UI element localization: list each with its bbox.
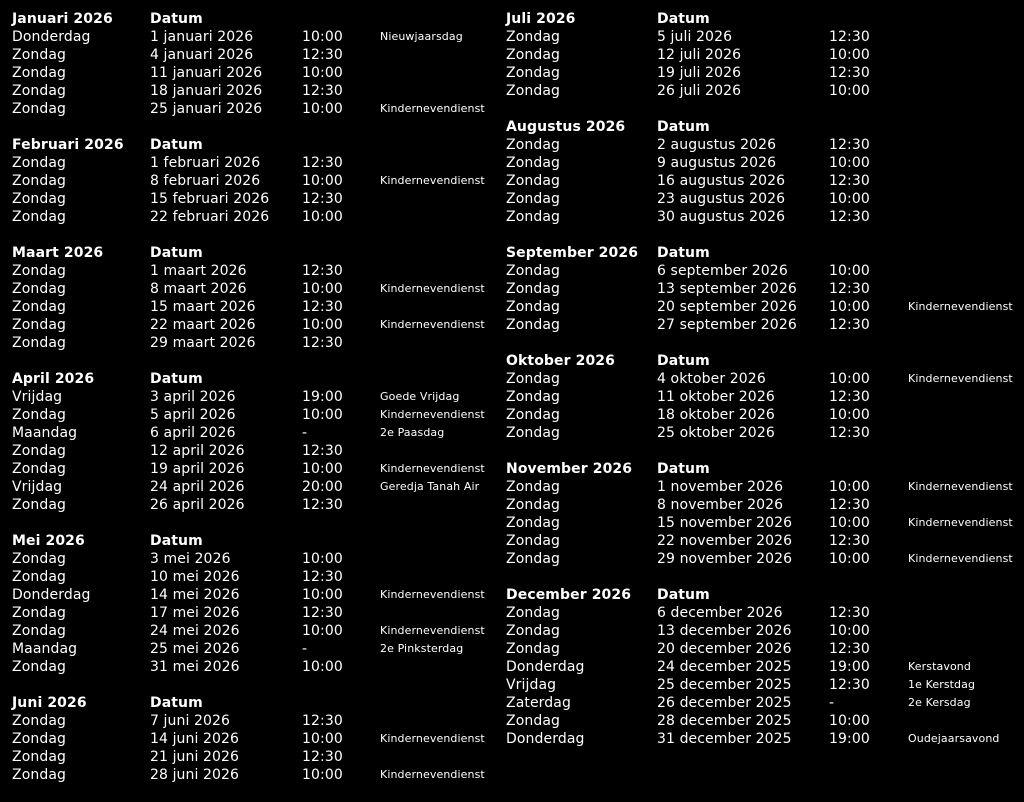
time-cell: 10:00 xyxy=(302,29,343,45)
time-cell: 12:30 xyxy=(829,29,870,45)
weekday-cell: Zondag xyxy=(12,731,66,747)
date-cell: 22 maart 2026 xyxy=(150,317,256,333)
date-cell: 27 september 2026 xyxy=(657,317,797,333)
date-cell: 28 juni 2026 xyxy=(150,767,240,783)
time-cell: 12:30 xyxy=(302,569,343,585)
weekday-cell: Zondag xyxy=(12,263,66,279)
date-cell: 19 april 2026 xyxy=(150,461,245,477)
time-cell: 12:30 xyxy=(829,497,870,513)
date-cell: 22 februari 2026 xyxy=(150,209,270,225)
note-cell: Kindernevendienst xyxy=(908,480,1013,493)
note-cell: Kindernevendienst xyxy=(380,624,485,637)
weekday-cell: Zondag xyxy=(12,83,66,99)
date-cell: 31 december 2025 xyxy=(657,731,792,747)
weekday-cell: Zondag xyxy=(506,173,560,189)
time-cell: 19:00 xyxy=(829,731,870,747)
time-cell: 10:00 xyxy=(829,407,870,423)
month-title: Januari 2026 xyxy=(12,11,113,27)
time-cell: 19:00 xyxy=(829,659,870,675)
note-cell: Kindernevendienst xyxy=(908,372,1013,385)
time-cell: 12:30 xyxy=(829,209,870,225)
time-cell: 12:30 xyxy=(302,263,343,279)
weekday-cell: Zondag xyxy=(12,173,66,189)
time-cell: 10:00 xyxy=(302,731,343,747)
weekday-cell: Zondag xyxy=(506,263,560,279)
date-column-header: Datum xyxy=(657,11,710,27)
weekday-cell: Zondag xyxy=(506,47,560,63)
time-cell: 12:30 xyxy=(829,677,870,693)
date-cell: 15 november 2026 xyxy=(657,515,793,531)
weekday-cell: Zondag xyxy=(506,425,560,441)
weekday-cell: Zondag xyxy=(506,299,560,315)
date-cell: 8 maart 2026 xyxy=(150,281,247,297)
date-cell: 4 januari 2026 xyxy=(150,47,254,63)
time-cell: 10:00 xyxy=(302,65,343,81)
date-cell: 25 december 2025 xyxy=(657,677,792,693)
weekday-cell: Vrijdag xyxy=(12,389,63,405)
note-cell: Kindernevendienst xyxy=(908,516,1013,529)
weekday-cell: Zondag xyxy=(12,281,66,297)
weekday-cell: Zondag xyxy=(12,155,66,171)
time-cell: 12:30 xyxy=(302,335,343,351)
weekday-cell: Zondag xyxy=(12,443,66,459)
note-cell: Geredja Tanah Air xyxy=(380,480,480,493)
weekday-cell: Zondag xyxy=(506,641,560,657)
time-cell: 12:30 xyxy=(302,155,343,171)
date-cell: 25 oktober 2026 xyxy=(657,425,775,441)
date-cell: 6 december 2026 xyxy=(657,605,783,621)
note-cell: Oudejaarsavond xyxy=(908,732,1000,745)
weekday-cell: Zondag xyxy=(12,659,66,675)
time-cell: 10:00 xyxy=(302,173,343,189)
date-cell: 24 april 2026 xyxy=(150,479,245,495)
date-cell: 5 april 2026 xyxy=(150,407,236,423)
date-cell: 13 september 2026 xyxy=(657,281,797,297)
month-title: April 2026 xyxy=(12,371,95,387)
time-cell: 10:00 xyxy=(829,155,870,171)
weekday-cell: Zondag xyxy=(506,605,560,621)
time-cell: 12:30 xyxy=(829,317,870,333)
weekday-cell: Zondag xyxy=(506,551,560,567)
date-cell: 31 mei 2026 xyxy=(150,659,240,675)
date-cell: 26 juli 2026 xyxy=(657,83,742,99)
date-cell: 9 augustus 2026 xyxy=(657,155,777,171)
time-cell: 10:00 xyxy=(302,623,343,639)
date-cell: 7 juni 2026 xyxy=(150,713,231,729)
date-column-header: Datum xyxy=(657,119,710,135)
time-cell: 12:30 xyxy=(829,425,870,441)
note-cell: Goede Vrijdag xyxy=(380,390,460,403)
time-cell: 12:30 xyxy=(302,749,343,765)
weekday-cell: Zondag xyxy=(506,65,560,81)
date-column-header: Datum xyxy=(657,353,710,369)
weekday-cell: Donderdag xyxy=(506,731,585,747)
date-cell: 24 mei 2026 xyxy=(150,623,240,639)
time-cell: 10:00 xyxy=(302,317,343,333)
time-cell: 10:00 xyxy=(302,281,343,297)
date-cell: 4 oktober 2026 xyxy=(657,371,766,387)
note-cell: Kindernevendienst xyxy=(380,282,485,295)
date-cell: 3 april 2026 xyxy=(150,389,236,405)
weekday-cell: Zondag xyxy=(506,317,560,333)
date-cell: 21 juni 2026 xyxy=(150,749,240,765)
time-cell: 10:00 xyxy=(829,263,870,279)
time-cell: 10:00 xyxy=(829,83,870,99)
date-cell: 25 mei 2026 xyxy=(150,641,240,657)
date-cell: 15 maart 2026 xyxy=(150,299,256,315)
month-title: December 2026 xyxy=(506,587,632,603)
weekday-cell: Zondag xyxy=(12,47,66,63)
note-cell: Kindernevendienst xyxy=(908,300,1013,313)
date-cell: 16 augustus 2026 xyxy=(657,173,786,189)
date-cell: 30 augustus 2026 xyxy=(657,209,786,225)
weekday-cell: Zondag xyxy=(12,551,66,567)
time-cell: 10:00 xyxy=(829,371,870,387)
weekday-cell: Zondag xyxy=(506,137,560,153)
date-cell: 12 april 2026 xyxy=(150,443,245,459)
weekday-cell: Zondag xyxy=(12,569,66,585)
date-cell: 29 maart 2026 xyxy=(150,335,256,351)
weekday-cell: Zondag xyxy=(12,713,66,729)
note-cell: Kindernevendienst xyxy=(908,552,1013,565)
date-cell: 12 juli 2026 xyxy=(657,47,742,63)
date-cell: 18 januari 2026 xyxy=(150,83,263,99)
time-cell: 10:00 xyxy=(302,407,343,423)
date-cell: 1 november 2026 xyxy=(657,479,784,495)
note-cell: 2e Pinksterdag xyxy=(380,642,464,655)
month-title: Augustus 2026 xyxy=(506,119,626,135)
note-cell: Kindernevendienst xyxy=(380,174,485,187)
time-cell: 12:30 xyxy=(302,299,343,315)
date-cell: 11 januari 2026 xyxy=(150,65,263,81)
month-title: Oktober 2026 xyxy=(506,353,615,369)
weekday-cell: Zondag xyxy=(506,515,560,531)
time-cell: 12:30 xyxy=(302,191,343,207)
time-cell: 12:30 xyxy=(302,83,343,99)
weekday-cell: Zondag xyxy=(12,461,66,477)
date-column-header: Datum xyxy=(150,371,203,387)
note-cell: Kindernevendienst xyxy=(380,408,485,421)
time-cell: 12:30 xyxy=(302,497,343,513)
time-cell: 10:00 xyxy=(829,713,870,729)
date-cell: 5 juli 2026 xyxy=(657,29,733,45)
date-cell: 19 juli 2026 xyxy=(657,65,742,81)
date-cell: 11 oktober 2026 xyxy=(657,389,775,405)
month-title: Maart 2026 xyxy=(12,245,104,261)
time-cell: 10:00 xyxy=(302,587,343,603)
month-title: Februari 2026 xyxy=(12,137,124,153)
time-cell: 10:00 xyxy=(829,479,870,495)
date-cell: 1 februari 2026 xyxy=(150,155,261,171)
weekday-cell: Zondag xyxy=(506,281,560,297)
month-title: Juli 2026 xyxy=(506,11,576,27)
month-title: Juni 2026 xyxy=(12,695,87,711)
weekday-cell: Zondag xyxy=(12,407,66,423)
weekday-cell: Donderdag xyxy=(12,29,91,45)
note-cell: Kindernevendienst xyxy=(380,462,485,475)
date-column-header: Datum xyxy=(657,587,710,603)
time-cell: - xyxy=(829,695,835,711)
time-cell: 12:30 xyxy=(829,533,870,549)
time-cell: 10:00 xyxy=(302,209,343,225)
weekday-cell: Zondag xyxy=(506,533,560,549)
time-cell: 10:00 xyxy=(302,461,343,477)
time-cell: 10:00 xyxy=(302,551,343,567)
time-cell: 12:30 xyxy=(302,605,343,621)
weekday-cell: Zondag xyxy=(506,623,560,639)
date-cell: 20 december 2026 xyxy=(657,641,792,657)
time-cell: 12:30 xyxy=(302,47,343,63)
date-cell: 26 december 2025 xyxy=(657,695,792,711)
time-cell: 10:00 xyxy=(302,767,343,783)
time-cell: 12:30 xyxy=(302,713,343,729)
weekday-cell: Zondag xyxy=(12,623,66,639)
weekday-cell: Donderdag xyxy=(506,659,585,675)
weekday-cell: Zondag xyxy=(506,407,560,423)
weekday-cell: Vrijdag xyxy=(12,479,63,495)
weekday-cell: Zondag xyxy=(506,713,560,729)
weekday-cell: Zondag xyxy=(12,65,66,81)
note-cell: 2e Paasdag xyxy=(380,426,445,439)
weekday-cell: Vrijdag xyxy=(506,677,557,693)
note-cell: Kindernevendienst xyxy=(380,102,485,115)
time-cell: - xyxy=(302,425,308,441)
date-cell: 1 januari 2026 xyxy=(150,29,254,45)
time-cell: 20:00 xyxy=(302,479,343,495)
time-cell: 12:30 xyxy=(829,173,870,189)
date-column-header: Datum xyxy=(150,11,203,27)
time-cell: 10:00 xyxy=(302,101,343,117)
time-cell: 12:30 xyxy=(829,389,870,405)
time-cell: 12:30 xyxy=(829,605,870,621)
date-cell: 15 februari 2026 xyxy=(150,191,270,207)
date-cell: 17 mei 2026 xyxy=(150,605,240,621)
date-cell: 26 april 2026 xyxy=(150,497,245,513)
weekday-cell: Zondag xyxy=(506,479,560,495)
date-cell: 18 oktober 2026 xyxy=(657,407,775,423)
date-cell: 3 mei 2026 xyxy=(150,551,231,567)
date-cell: 8 februari 2026 xyxy=(150,173,261,189)
weekday-cell: Zondag xyxy=(12,209,66,225)
date-cell: 22 november 2026 xyxy=(657,533,793,549)
note-cell: Nieuwjaarsdag xyxy=(380,30,463,43)
weekday-cell: Zaterdag xyxy=(506,695,571,711)
time-cell: 10:00 xyxy=(829,299,870,315)
date-cell: 10 mei 2026 xyxy=(150,569,240,585)
weekday-cell: Donderdag xyxy=(12,587,91,603)
time-cell: 12:30 xyxy=(302,443,343,459)
weekday-cell: Zondag xyxy=(12,101,66,117)
date-cell: 6 september 2026 xyxy=(657,263,788,279)
date-column-header: Datum xyxy=(150,245,203,261)
weekday-cell: Zondag xyxy=(506,209,560,225)
time-cell: 10:00 xyxy=(829,551,870,567)
date-cell: 20 september 2026 xyxy=(657,299,797,315)
date-cell: 29 november 2026 xyxy=(657,551,793,567)
date-cell: 28 december 2025 xyxy=(657,713,792,729)
weekday-cell: Zondag xyxy=(506,83,560,99)
date-cell: 14 juni 2026 xyxy=(150,731,240,747)
date-column-header: Datum xyxy=(150,695,203,711)
weekday-cell: Zondag xyxy=(12,335,66,351)
date-cell: 24 december 2025 xyxy=(657,659,792,675)
time-cell: 10:00 xyxy=(829,47,870,63)
weekday-cell: Zondag xyxy=(506,497,560,513)
weekday-cell: Zondag xyxy=(12,767,66,783)
note-cell: 1e Kerstdag xyxy=(908,678,976,691)
date-cell: 13 december 2026 xyxy=(657,623,792,639)
note-cell: 2e Kersdag xyxy=(908,696,971,709)
time-cell: - xyxy=(302,641,308,657)
date-cell: 8 november 2026 xyxy=(657,497,784,513)
weekday-cell: Zondag xyxy=(12,749,66,765)
time-cell: 12:30 xyxy=(829,281,870,297)
weekday-cell: Zondag xyxy=(12,317,66,333)
weekday-cell: Zondag xyxy=(506,371,560,387)
note-cell: Kindernevendienst xyxy=(380,732,485,745)
weekday-cell: Zondag xyxy=(12,191,66,207)
month-title: September 2026 xyxy=(506,245,639,261)
time-cell: 10:00 xyxy=(829,191,870,207)
date-cell: 1 maart 2026 xyxy=(150,263,247,279)
weekday-cell: Zondag xyxy=(12,497,66,513)
month-title: November 2026 xyxy=(506,461,633,477)
weekday-cell: Zondag xyxy=(506,191,560,207)
date-column-header: Datum xyxy=(657,461,710,477)
date-cell: 23 augustus 2026 xyxy=(657,191,786,207)
time-cell: 12:30 xyxy=(829,641,870,657)
weekday-cell: Zondag xyxy=(506,155,560,171)
date-column-header: Datum xyxy=(150,137,203,153)
time-cell: 12:30 xyxy=(829,137,870,153)
date-cell: 6 april 2026 xyxy=(150,425,236,441)
date-cell: 2 augustus 2026 xyxy=(657,137,777,153)
weekday-cell: Zondag xyxy=(506,29,560,45)
weekday-cell: Maandag xyxy=(12,425,78,441)
time-cell: 10:00 xyxy=(829,515,870,531)
time-cell: 19:00 xyxy=(302,389,343,405)
weekday-cell: Zondag xyxy=(12,299,66,315)
weekday-cell: Maandag xyxy=(12,641,78,657)
date-cell: 25 januari 2026 xyxy=(150,101,263,117)
weekday-cell: Zondag xyxy=(506,389,560,405)
note-cell: Kindernevendienst xyxy=(380,768,485,781)
date-column-header: Datum xyxy=(150,533,203,549)
time-cell: 10:00 xyxy=(829,623,870,639)
note-cell: Kindernevendienst xyxy=(380,588,485,601)
note-cell: Kerstavond xyxy=(908,660,971,673)
time-cell: 12:30 xyxy=(829,65,870,81)
date-column-header: Datum xyxy=(657,245,710,261)
note-cell: Kindernevendienst xyxy=(380,318,485,331)
month-title: Mei 2026 xyxy=(12,533,85,549)
time-cell: 10:00 xyxy=(302,659,343,675)
date-cell: 14 mei 2026 xyxy=(150,587,240,603)
weekday-cell: Zondag xyxy=(12,605,66,621)
